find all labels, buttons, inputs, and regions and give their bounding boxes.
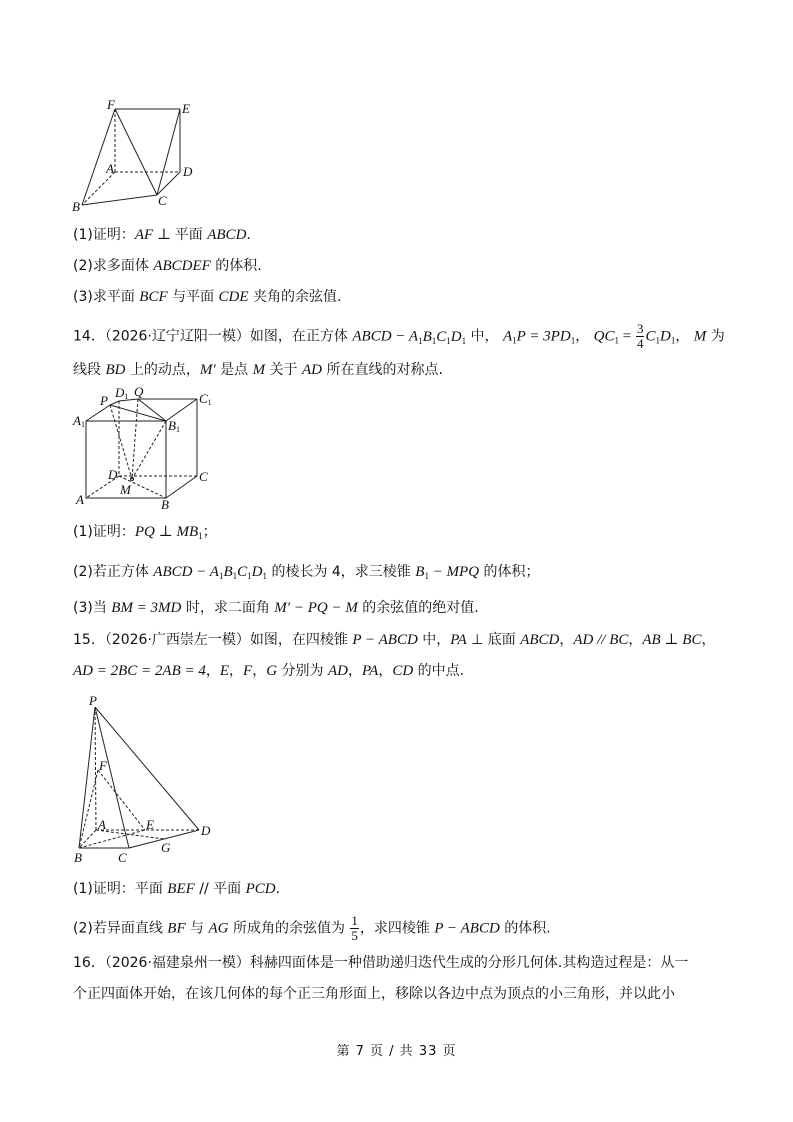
label-A: A bbox=[106, 161, 114, 176]
page-footer: 第 7 页 / 共 33 页 bbox=[336, 1044, 457, 1059]
label-D: D bbox=[183, 164, 193, 179]
label-F: F bbox=[99, 758, 107, 773]
label-D1: D1 bbox=[115, 385, 129, 401]
label-Q: Q bbox=[134, 385, 144, 399]
label-A: A bbox=[98, 817, 106, 832]
label-E: E bbox=[182, 101, 190, 116]
label-B: B bbox=[161, 497, 169, 512]
q13-part2: (2)求多面体 ABCDEF 的体积. bbox=[73, 258, 262, 274]
label-A: A bbox=[76, 492, 84, 507]
label-B1: B1 bbox=[168, 418, 180, 434]
figure-polyhedron-abcdef bbox=[70, 95, 210, 215]
label-F: F bbox=[107, 97, 115, 112]
question-number: 16． bbox=[73, 955, 105, 971]
figure-pyramid bbox=[70, 690, 220, 870]
question-source: （2026·广西崇左一模） bbox=[104, 632, 250, 648]
q15-part1: (1)证明：平面 BEF // 平面 PCD. bbox=[73, 881, 281, 897]
q13-part1: (1)证明：AF ⊥ 平面 ABCD. bbox=[73, 227, 251, 243]
q14-part3: (3)当 BM = 3MD 时，求二面角 M′ − PQ − M 的余弦值的绝对值. bbox=[73, 600, 479, 616]
label-B: B bbox=[72, 199, 80, 214]
q14-stem-line1: 14．（2026·辽宁辽阳一模）如图，在正方体 ABCD − $A_1B_1C_1D_1$ 中， $A_1P = 3PD_1$， $QC_1$ = $\frac{3}{4}$ $C_1D_1$， M 为 bbox=[73, 321, 725, 351]
q15-stem-line2: AD = 2BC = 2AB = 4，E，F，G 分别为 AD，PA，CD 的中点. bbox=[73, 663, 465, 679]
fraction-1-5: $\frac{1}{5}$ bbox=[351, 913, 358, 943]
q16-stem-line2: 个正四面体开始，在该几何体的每个正三角形面上，移除以各边中点为顶点的小三角形，并以此小 bbox=[73, 986, 675, 1002]
label-B: B bbox=[74, 850, 82, 865]
label-C: C bbox=[199, 469, 208, 484]
question-source: （2026·辽宁辽阳一模） bbox=[104, 328, 250, 345]
q16-stem-line1: 16．（2026·福建泉州一模）科赫四面体是一种借助递归迭代生成的分形几何体.其构造过程是：从一 bbox=[73, 955, 689, 971]
label-P: P bbox=[100, 393, 108, 408]
label-E: E bbox=[146, 817, 154, 832]
label-A1: A1 bbox=[73, 413, 85, 429]
label-D: D bbox=[201, 823, 211, 838]
fraction-3-4: $\frac{3}{4}$ bbox=[636, 321, 644, 351]
q13-part3: (3)求平面 BCF 与平面 CDE 夹角的余弦值. bbox=[73, 289, 342, 305]
figure-cube bbox=[70, 385, 220, 515]
q14-part2: (2)若正方体 ABCD − $A_1B_1C_1D_1$ 的棱长为 4，求三棱锥 $B_1$ − MPQ 的体积； bbox=[73, 564, 540, 581]
label-C: C bbox=[158, 193, 167, 208]
q15-stem-line1: 15．（2026·广西崇左一模）如图，在四棱锥 P − ABCD 中，PA ⊥ 底面 ABCD，AD // BC，AB ⊥ BC， bbox=[73, 632, 716, 648]
question-number: 14． bbox=[73, 328, 105, 345]
label-M: M bbox=[120, 482, 131, 497]
q15-part2: (2)若异面直线 BF 与 AG 所成角的余弦值为 $\frac{1}{5}$ ，求四棱锥 P − ABCD 的体积. bbox=[73, 913, 551, 943]
question-number: 15． bbox=[73, 632, 105, 648]
label-G: G bbox=[161, 840, 171, 855]
label-D: D bbox=[108, 467, 118, 482]
label-P: P bbox=[89, 693, 97, 708]
label-C: C bbox=[118, 850, 127, 865]
q14-part1: (1)证明：PQ ⊥ $MB_1$； bbox=[73, 524, 217, 541]
label-C1: C1 bbox=[199, 391, 212, 407]
question-source: （2026·福建泉州一模） bbox=[104, 955, 250, 971]
q14-stem-line2: 线段 BD 上的动点，M′ 是点 M 关于 AD 所在直线的对称点. bbox=[73, 362, 443, 378]
